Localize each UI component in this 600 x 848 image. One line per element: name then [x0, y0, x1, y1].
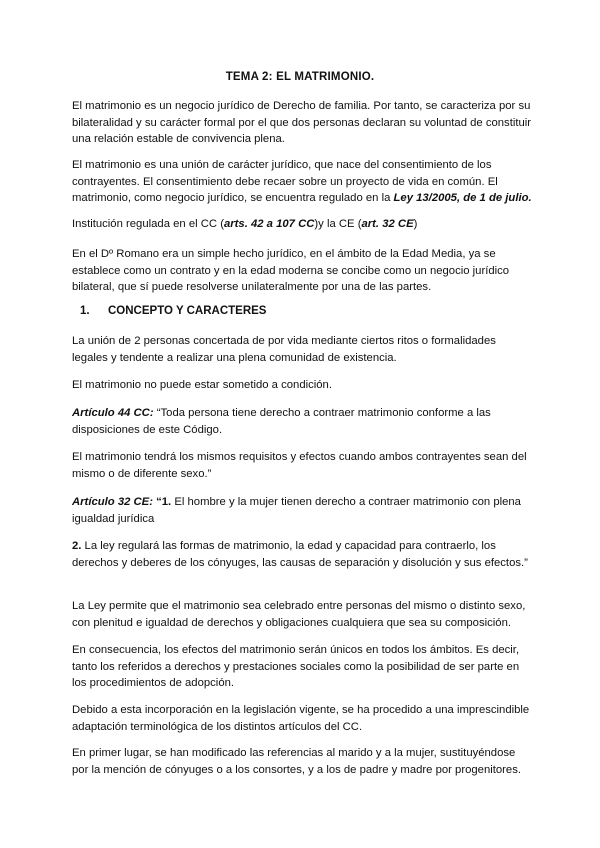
paragraph-definition: El matrimonio es un negocio jurídico de Derecho de familia. Por tanto, se caracteriza por su bilateralidad y su carácter formal por el que dos personas declaran su voluntad de constituir una relación estable de convivencia plena.: [72, 100, 532, 145]
paragraph-consequences: En consecuencia, los efectos del matrimonio serán únicos en todos los ámbitos. Es decir, tanto los referidos a derechos y prestaciones sociales como la posibilidad de ser parte en los procedimientos de adopción.: [72, 644, 520, 689]
article-44-label: Artículo 44 CC:: [72, 407, 154, 419]
paragraph-modifications: En primer lugar, se han modificado las referencias al marido y a la mujer, sustituyéndose por la mención de cónyuges o a los consortes, y a los de padre y madre por progenitores.: [72, 747, 521, 776]
cc-articles-reference: arts. 42 a 107 CC: [223, 218, 315, 230]
article-32-point-1-number: “1.: [152, 496, 172, 508]
institution-text-a: Institución regulada en el CC (: [72, 218, 224, 230]
paragraph-article-32: [72, 494, 532, 527]
paragraph-article-32-point-2: [72, 538, 532, 571]
paragraph-law-permits: La Ley permite que el matrimonio sea celebrado entre personas del mismo o distinto sexo, con plenitud e igualdad de derechos y obligaciones cualquiera que sea su composición.: [72, 600, 526, 629]
paragraph-union-text: El matrimonio es una unión de carácter jurídico, que nace del consentimiento de los contrayentes. El consentimiento debe recaer sobre un proyecto de vida en común. El matrimonio, como negocio jurídico, se encuentra regulado en la: [72, 159, 498, 204]
paragraph-history: En el Dº Romano era un simple hecho jurídico, en el ámbito de la Edad Media, ya se establece como un contrato y en la edad moderna se concibe como un negocio jurídico bilateral, que sí puede resolverse unilateralmente por una de las partes.: [72, 248, 510, 293]
section-heading: [80, 305, 266, 317]
article-32-point-2-number: 2.: [72, 540, 82, 552]
article-32-label: Artículo 32 CE:: [72, 496, 153, 508]
institution-text-b: )y la CE (: [314, 218, 362, 230]
paragraph-adaptation: Debido a esta incorporación en la legislación vigente, se ha procedido a una imprescindible adaptación terminológica de los distintos artículos del CC.: [72, 704, 530, 733]
section-title: CONCEPTO Y CARACTERES: [108, 305, 267, 317]
law-reference: Ley 13/2005, de 1 de julio.: [393, 192, 532, 204]
paragraph-condition: El matrimonio no puede estar sometido a condición.: [72, 379, 332, 391]
paragraph-union: [72, 157, 532, 207]
article-32-point-1-text: El hombre y la mujer tienen derecho a contraer matrimonio con plena igualdad jurídica: [72, 496, 521, 525]
paragraph-institution: [72, 216, 532, 233]
paragraph-requirements: El matrimonio tendrá los mismos requisitos y efectos cuando ambos contrayentes sean del mismo o de diferente sexo.”: [72, 451, 527, 480]
page-title: TEMA 2: EL MATRIMONIO.: [225, 71, 375, 83]
paragraph-article-44: [72, 405, 532, 438]
section-number: 1.: [80, 305, 90, 317]
article-32-point-2-text: La ley regulará las formas de matrimonio, la edad y capacidad para contraerlo, los derechos y deberes de los cónyuges, las causas de separación y disolución y sus efectos.”: [72, 540, 528, 569]
paragraph-concept: La unión de 2 personas concertada de por vida mediante ciertos ritos o formalidades legales y tendente a realizar una plena comunidad de existencia.: [72, 335, 496, 364]
ce-article-reference: art. 32 CE: [361, 218, 414, 230]
article-44-text: “Toda persona tiene derecho a contraer matrimonio conforme a las disposiciones de este Código.: [72, 407, 491, 436]
institution-text-c: ): [413, 218, 418, 230]
